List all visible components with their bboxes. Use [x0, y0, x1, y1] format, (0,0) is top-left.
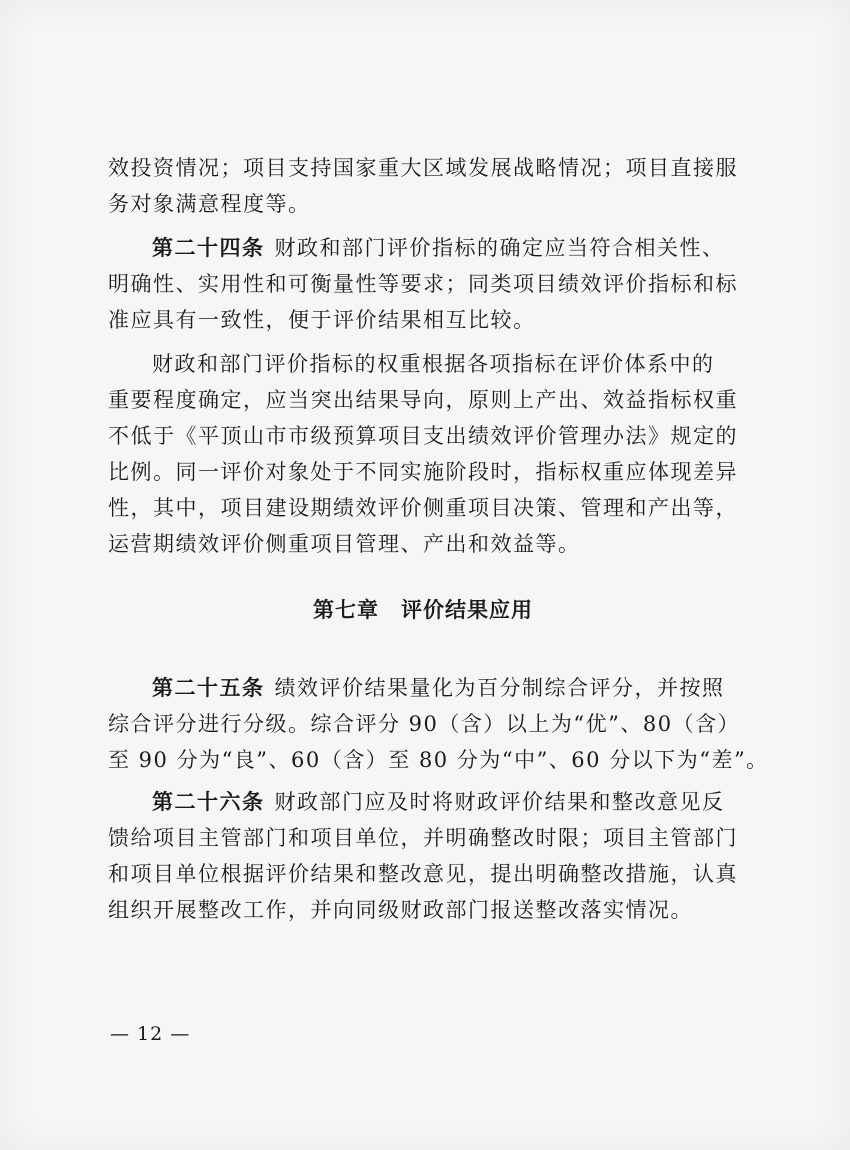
text-line: 综合评分进行分级。综合评分 90（含）以上为“优”、80（含） — [108, 712, 741, 736]
chapter-heading: 第七章 评价结果应用 — [313, 598, 533, 622]
page-number: — 12 — — [110, 1023, 191, 1045]
text-line: 性，其中，项目建设期绩效评价侧重项目决策、管理和产出等， — [108, 496, 738, 520]
article-24 — [108, 230, 738, 338]
text-span: 绩效评价结果量化为百分制综合评分，并按照 — [274, 676, 725, 700]
text-line: 比例。同一评价对象处于不同实施阶段时，指标权重应体现差异 — [108, 460, 738, 484]
article-25 — [108, 670, 769, 778]
text-line: 至 90 分为“良”、60（含）至 80 分为“中”、60 分以下为“差”。 — [108, 748, 769, 772]
text-line: 务对象满意程度等。 — [108, 192, 311, 216]
text-line: 效投资情况；项目支持国家重大区域发展战略情况；项目直接服 — [108, 156, 738, 180]
text-span: 财政和部门评价指标的确定应当符合相关性、 — [274, 236, 725, 260]
text-span: 财政部门应及时将财政评价结果和整改意见反 — [274, 790, 725, 814]
text-line: 运营期绩效评价侧重项目管理、产出和效益等。 — [108, 532, 581, 556]
article-number: 第二十五条 — [152, 676, 265, 700]
text-line: 和项目单位根据评价结果和整改意见，提出明确整改措施，认真 — [108, 862, 738, 886]
article-number: 第二十六条 — [152, 790, 265, 814]
text-line: 财政和部门评价指标的权重根据各项指标在评价体系中的 — [152, 352, 715, 376]
text-line — [108, 230, 738, 266]
article-number: 第二十四条 — [152, 236, 265, 260]
document-body — [108, 150, 769, 928]
text-line: 不低于《平顶山市市级预算项目支出绩效评价管理办法》规定的 — [108, 424, 738, 448]
text-line: 准应具有一致性，便于评价结果相互比较。 — [108, 308, 536, 332]
text-line — [108, 670, 738, 706]
text-line: 组织开展整改工作，并向同级财政部门报送整改落实情况。 — [108, 898, 693, 922]
text-line: 馈给项目主管部门和项目单位，并明确整改时限；项目主管部门 — [108, 826, 738, 850]
paragraph-weights — [108, 346, 738, 562]
paragraph-continuation — [108, 150, 738, 222]
text-line — [108, 784, 738, 820]
article-26 — [108, 784, 738, 928]
text-line: 明确性、实用性和可衡量性等要求；同类项目绩效评价指标和标 — [108, 272, 738, 296]
text-line: 重要程度确定，应当突出结果导向，原则上产出、效益指标权重 — [108, 388, 738, 412]
